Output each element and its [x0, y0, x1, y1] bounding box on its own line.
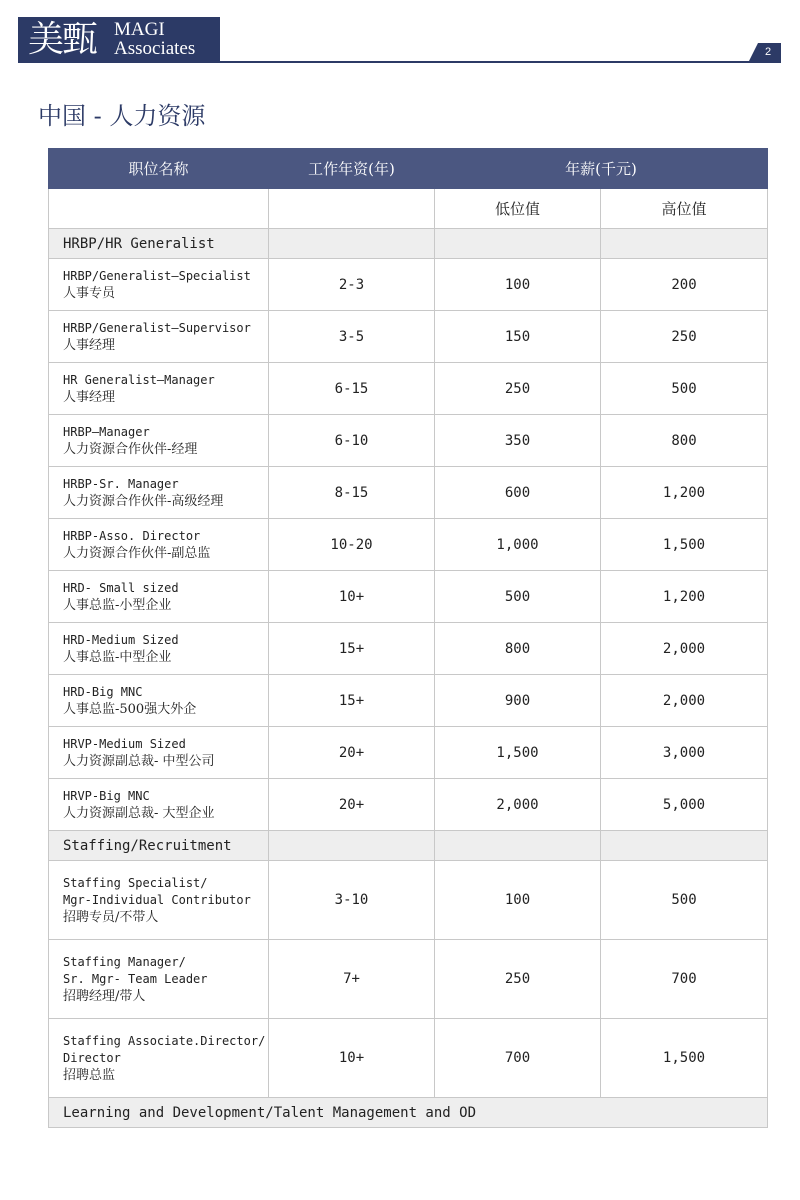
role-en: HRBP/Generalist–Supervisor: [63, 320, 251, 335]
years-cell: 10-20: [269, 519, 435, 571]
role-cell: [49, 571, 269, 623]
table-row: [49, 259, 768, 311]
role-en: HRVP-Big MNC: [63, 788, 150, 803]
high-cell: 1,500: [601, 519, 768, 571]
table-row: [49, 861, 768, 940]
logo-chinese-text: 美甄: [28, 19, 97, 60]
role-zh: 人力资源合作伙伴-经理: [63, 441, 198, 457]
years-cell: 15+: [269, 675, 435, 727]
role-cell: [49, 861, 269, 940]
high-cell: 700: [601, 940, 768, 1019]
years-cell: 15+: [269, 623, 435, 675]
role-en: HRD- Small sized: [63, 580, 179, 595]
low-cell: 100: [435, 861, 601, 940]
header-experience: 工作年资(年): [269, 149, 435, 189]
header-high: 高位值: [601, 189, 768, 229]
role-cell: [49, 779, 269, 831]
role-en-line2: Mgr-Individual Contributor: [63, 892, 251, 907]
low-cell: 1,000: [435, 519, 601, 571]
table-row: [49, 363, 768, 415]
role-en: HRBP-Sr. Manager: [63, 476, 179, 491]
years-cell: 3-5: [269, 311, 435, 363]
table-row: [49, 415, 768, 467]
logo-english-line1: MAGI: [114, 19, 165, 40]
header-rule: [220, 61, 760, 63]
high-cell: 1,200: [601, 467, 768, 519]
role-en: HRBP/Generalist–Specialist: [63, 268, 251, 283]
salary-table: [48, 148, 768, 1128]
low-cell: 250: [435, 940, 601, 1019]
table-subheader-row: [49, 189, 768, 229]
role-zh: 人事总监-500强大外企: [63, 701, 197, 717]
high-cell: 2,000: [601, 675, 768, 727]
table-row: [49, 727, 768, 779]
years-cell: 2-3: [269, 259, 435, 311]
section-title: HRBP/HR Generalist: [49, 229, 269, 259]
role-en-line1: Staffing Specialist/: [63, 875, 208, 890]
low-cell: 700: [435, 1019, 601, 1098]
role-zh: 人事经理: [63, 337, 116, 353]
low-cell: 350: [435, 415, 601, 467]
high-cell: 250: [601, 311, 768, 363]
role-zh: 人力资源副总裁- 大型企业: [63, 805, 215, 821]
low-cell: 1,500: [435, 727, 601, 779]
role-en-line1: Staffing Associate.Director/: [63, 1033, 266, 1048]
subheader-empty: [269, 189, 435, 229]
years-cell: 6-15: [269, 363, 435, 415]
table-row: [49, 940, 768, 1019]
role-cell: [49, 415, 269, 467]
high-cell: 2,000: [601, 623, 768, 675]
role-en: HRBP-Asso. Director: [63, 528, 201, 543]
role-en: HRD-Medium Sized: [63, 632, 179, 647]
role-en: HRD-Big MNC: [63, 684, 143, 699]
subheader-empty: [49, 189, 269, 229]
header-salary: 年薪(千元): [435, 149, 768, 189]
role-zh: 人力资源合作伙伴-高级经理: [63, 493, 224, 509]
section-title: Staffing/Recruitment: [49, 831, 269, 861]
table-row: [49, 779, 768, 831]
role-zh: 人事总监-小型企业: [63, 597, 172, 613]
years-cell: 10+: [269, 571, 435, 623]
role-cell: [49, 940, 269, 1019]
low-cell: 250: [435, 363, 601, 415]
years-cell: 10+: [269, 1019, 435, 1098]
section-row: [49, 229, 768, 259]
role-en-line2: Sr. Mgr- Team Leader: [63, 971, 208, 986]
years-cell: 8-15: [269, 467, 435, 519]
role-zh: 人事经理: [63, 389, 116, 405]
role-cell: [49, 519, 269, 571]
years-cell: 20+: [269, 727, 435, 779]
low-cell: 800: [435, 623, 601, 675]
low-cell: 100: [435, 259, 601, 311]
low-cell: 500: [435, 571, 601, 623]
section-row: [49, 831, 768, 861]
high-cell: 800: [601, 415, 768, 467]
role-en: HR Generalist–Manager: [63, 372, 215, 387]
role-zh: 招聘经理/带人: [63, 988, 146, 1004]
page-title: 中国 - 人力资源: [38, 102, 206, 130]
years-cell: 7+: [269, 940, 435, 1019]
role-zh: 人力资源副总裁- 中型公司: [63, 753, 215, 769]
role-cell: [49, 675, 269, 727]
high-cell: 500: [601, 363, 768, 415]
table-row: [49, 1019, 768, 1098]
section-title: Learning and Development/Talent Management and OD: [49, 1098, 768, 1128]
years-cell: 3-10: [269, 861, 435, 940]
header-position: 职位名称: [49, 149, 269, 189]
role-cell: [49, 1019, 269, 1098]
role-cell: [49, 259, 269, 311]
table-row: [49, 623, 768, 675]
high-cell: 500: [601, 861, 768, 940]
table-row: [49, 467, 768, 519]
table-header-row: [49, 149, 768, 189]
role-zh: 人力资源合作伙伴-副总监: [63, 545, 211, 561]
page-number: 2: [765, 46, 772, 58]
high-cell: 200: [601, 259, 768, 311]
high-cell: 1,200: [601, 571, 768, 623]
role-zh: 人事总监-中型企业: [63, 649, 172, 665]
high-cell: 1,500: [601, 1019, 768, 1098]
table-row: [49, 311, 768, 363]
table-row: [49, 519, 768, 571]
logo-english-line2: Associates: [114, 38, 196, 59]
high-cell: 5,000: [601, 779, 768, 831]
role-zh: 招聘专员/不带人: [63, 909, 159, 925]
header-low: 低位值: [435, 189, 601, 229]
company-logo: [18, 17, 220, 63]
role-en-line1: Staffing Manager/: [63, 954, 186, 969]
low-cell: 2,000: [435, 779, 601, 831]
role-zh: 招聘总监: [63, 1067, 116, 1083]
low-cell: 600: [435, 467, 601, 519]
role-en: HRVP-Medium Sized: [63, 736, 186, 751]
role-cell: [49, 311, 269, 363]
low-cell: 150: [435, 311, 601, 363]
table-row: [49, 571, 768, 623]
years-cell: 20+: [269, 779, 435, 831]
role-cell: [49, 363, 269, 415]
high-cell: 3,000: [601, 727, 768, 779]
role-cell: [49, 727, 269, 779]
years-cell: 6-10: [269, 415, 435, 467]
role-zh: 人事专员: [63, 285, 116, 301]
low-cell: 900: [435, 675, 601, 727]
role-cell: [49, 467, 269, 519]
role-cell: [49, 623, 269, 675]
role-en: HRBP–Manager: [63, 424, 150, 439]
table-row: [49, 675, 768, 727]
section-row: [49, 1098, 768, 1128]
role-en-line2: Director: [63, 1050, 121, 1065]
